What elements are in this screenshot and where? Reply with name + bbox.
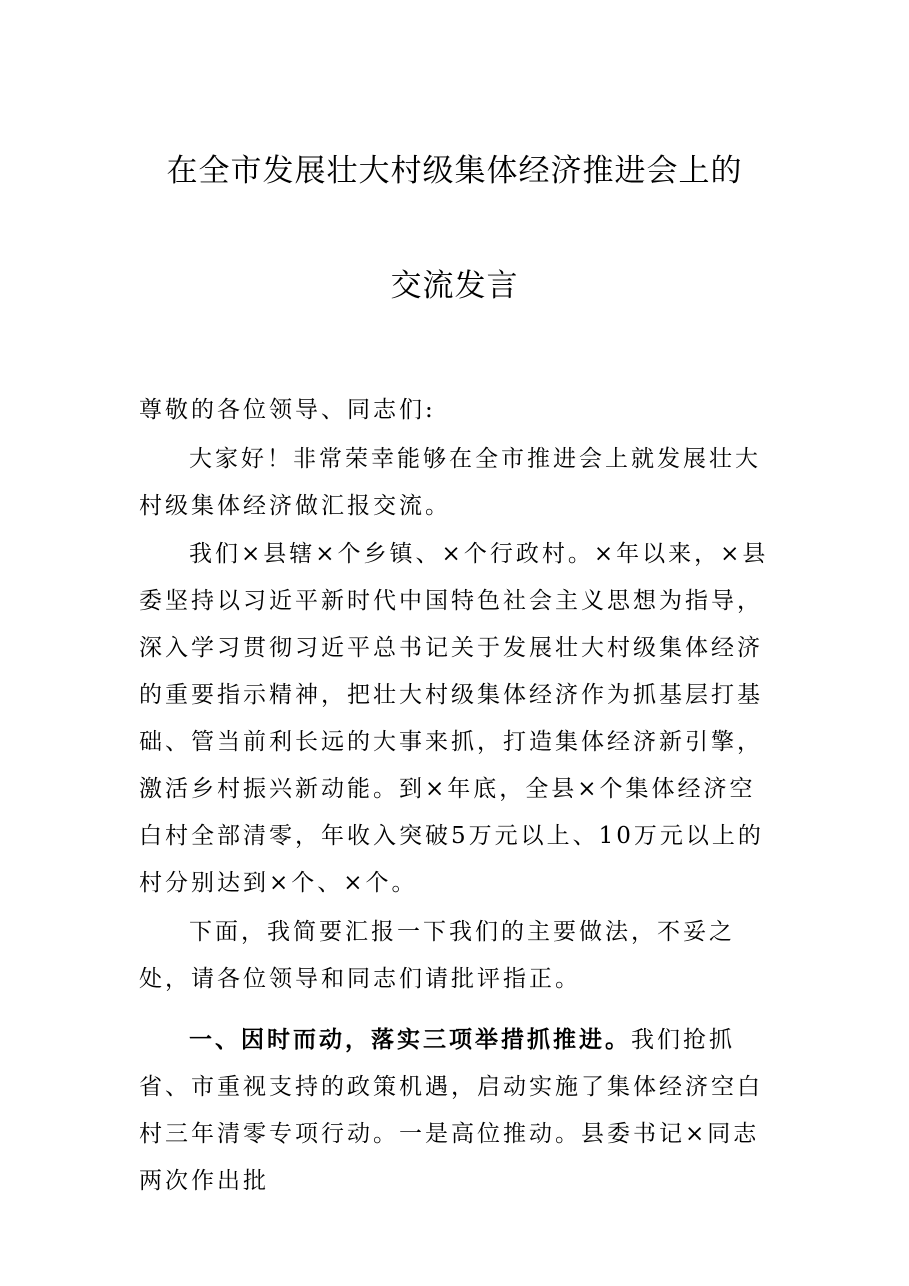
section-1-paragraph [139, 1016, 779, 1205]
salutation: 尊敬的各位领导、同志们: [139, 397, 436, 423]
document-title-line-1: 在全市发展壮大村级集体经济推进会上的 [166, 153, 743, 189]
section-1-heading: 一、因时而动，落实三项举措抓推进。 [189, 1026, 631, 1053]
introduction-paragraph: 我们×县辖×个乡镇、×个行政村。×年以来，×县委坚持以习近平新时代中国特色社会主义思想为指导，深入学习贯彻习近平总书记关于发展壮大村级集体经济的重要指示精神，把壮大村级集体经济作为抓基层打基础、管当前利长远的大事来抓，打造集体经济新引擎，激活乡村振兴新动能。到×年底，全县×个集体经济空白村全部清零，年收入突破5万元以上、10万元以上的村分别达到×个、×个。 [139, 541, 769, 896]
transition-paragraph: 下面，我简要汇报一下我们的主要做法，不妥之处，请各位领导和同志们请批评指正。 [139, 919, 735, 992]
section-1-body: 我们抢抓省、市重视支持的政策机遇，启动实施了集体经济空白村三年清零专项行动。一是高位推动。县委书记×同志两次作出批 [139, 1027, 763, 1194]
document-title-line-2: 交流发言 [390, 268, 519, 304]
greeting-paragraph: 大家好！非常荣幸能够在全市推进会上就发展壮大村级集体经济做汇报交流。 [139, 446, 761, 519]
